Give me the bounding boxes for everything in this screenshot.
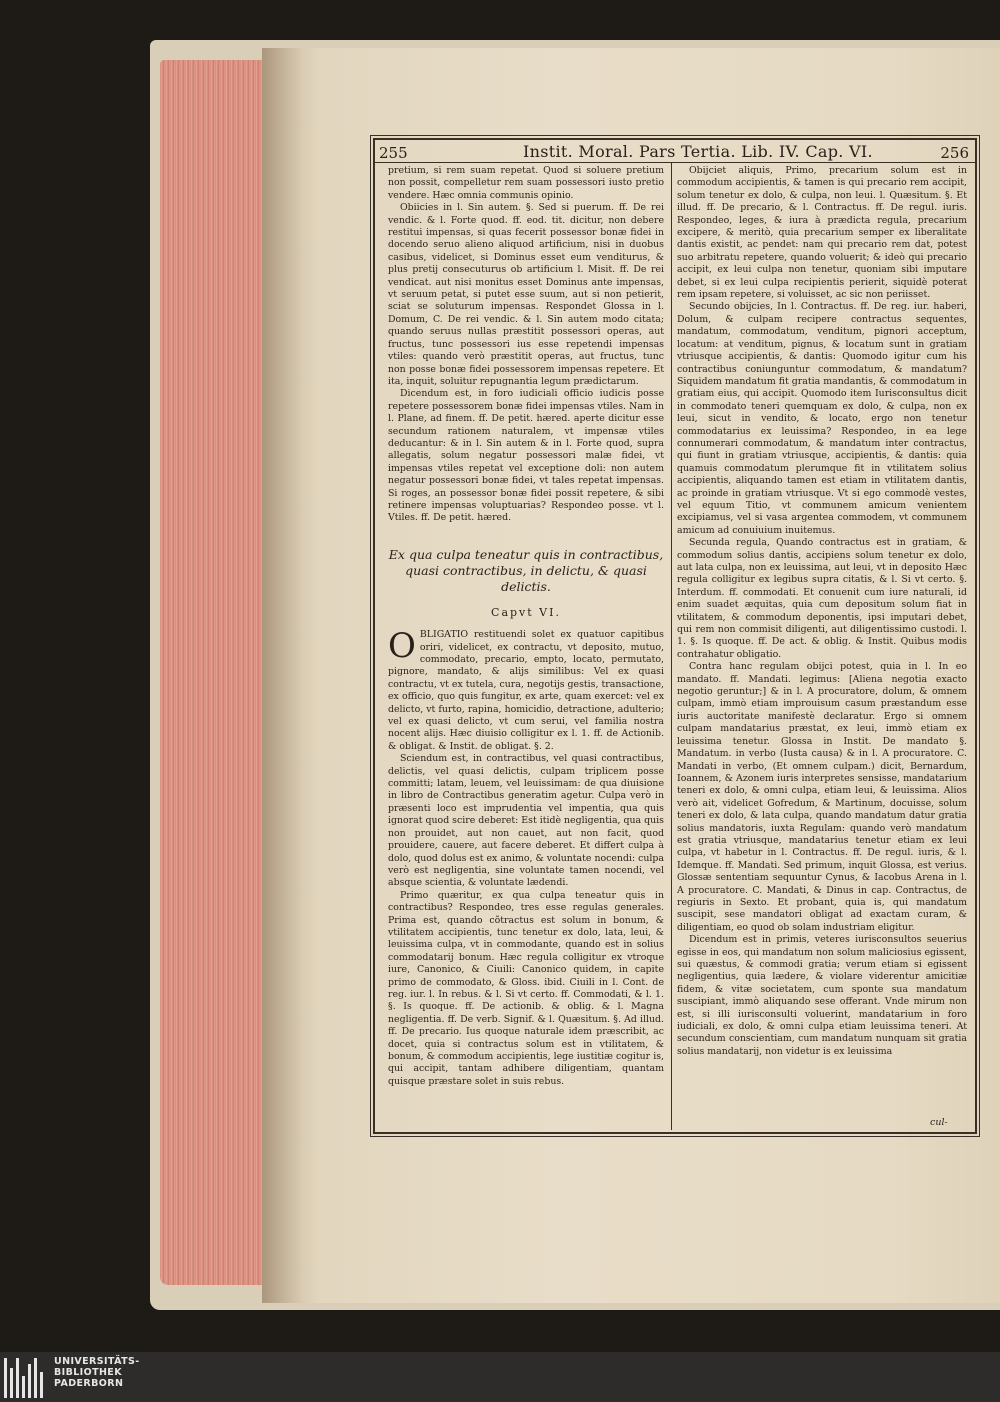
- right-paragraph: Secunda regula, Quando contractus est in gratiam, & commodum solius dantis, accipiens solum tenetur ex dolo, aut lata culpa, non ex leuissima, aut leui, vt in deposito Hæc regula colligitur ex legibus supra citatis, & l. Si vt certo. §. Interdum. ff. commodati. Et conuenit cum iure naturali, id enim suadet æquitas, quia cum depositum solum fiat in vtilitatem, & commodum deponentis, ipsi imputari debet, qui rem non commisit diligenti, aut diligentissimo custodi. l. 1. §. Is quoque. ff. De act. & oblig. & Instit. Quibus modis contrahatur obligatio.: [677, 537, 967, 660]
- running-title: Instit. Moral. Pars Tertia. Lib. IV. Cap. VI.: [523, 142, 873, 161]
- chapter-paragraph: Sciendum est, in contractibus, vel quasi contractibus, delictis, vel quasi delictis, culpam triplicem posse committi; latam, leuem, vel leuissimam: de qua diuisione in libro de Contractibus generatim agetur. Culpa verò in præsenti loco est imprudentia vel impentia, qua quis ignorat quod scire deberet: Est itidè negligentia, qua quis non prouidet, aut non cauet, aut non facit, quod prouidere, cauere, aut facere deberet. Et differt culpa à dolo, quod dolus est ex animo, & voluntate nocendi: culpa verò est negligentia, sine voluntate tamen nocendi, vel absque scientia, & voluntate lædendi.: [388, 753, 664, 889]
- page-edges: [160, 60, 270, 1285]
- page-number-left: 255: [379, 144, 408, 162]
- right-column: [677, 165, 967, 1058]
- library-logo-icon: [4, 1356, 48, 1398]
- left-paragraph: Obiicies in l. Sin autem. §. Sed si puerum. ff. De rei vendic. & l. Forte quod. ff. eod. tit. dicitur, non debere restitui impensas, si quas fecerit possessor bonæ fidei in docendo seruo alieno aliquod artificium, nisi in duobus casibus, videlicet, si Dominus esset eum venditurus, & plus pretij consecuturus ob artificium l. Misit. ff. De rei vendicat. aut nisi monitus esset Dominus ante impensas, vt seruum petat, si putet esse suum, aut si non petierit, sciat se soluturum impensas. Respondet Glossa in l. Domum, C. De rei vendic. & l. Sin autem modo citata; quando seruus nullas præstitit possessori operas, aut fructus, tunc possessori ius esse repetendi impensas vtiles: quando verò præstitit operas, aut fructus, tunc non posse bonæ fidei possessorem impensas repetere. Et ita, inquit, soluitur repugnantia legum prædictarum.: [388, 202, 664, 387]
- header-rule: [375, 162, 977, 163]
- catchword: cul-: [930, 1117, 948, 1128]
- page-number-right: 256: [940, 144, 969, 162]
- chapter-first-text: BLIGATIO restituendi solet ex quatuor capitibus oriri, videlicet, ex contractu, vt deposito, mutuo, commodato, precario, empto, locato, permutato, pignore, mandato, & alijs similibus: Vel ex quasi contractu, vt ex tutela, cura, negotijs gestis, transactione, ex officio, quo quis fungitur, ex arte, quam exercet: vel ex delicto, vt furto, rapina, homicidio, detractione, adulterio; vel ex quasi delicto, vt cum serui, vel familia nostra nocent alijs. Hæc diuisio colligitur ex l. 1. ff. de Actionib. & obligat. & Instit. de obligat. §. 2.: [388, 629, 664, 752]
- chapter-title: Ex qua culpa teneatur quis in contractibus, quasi contractibus, in delictu, & quasi delictis.: [388, 546, 664, 594]
- drop-cap: O: [388, 626, 416, 667]
- chapter-label: Capvt VI.: [491, 605, 561, 619]
- right-paragraph: Contra hanc regulam obijci potest, quia in l. In eo mandato. ff. Mandati. legimus: [Aliena negotia exacto negotio geruntur;] & in l. A procuratore, dolum, & omnem culpam, immò etiam improuisum casum præstandum esse iuris auctoritate manifestè declaratur. Ergo si omnem culpam mandatarius præstat, ex leui, immò etiam ex leuissima tenetur. Glossa in Instit. De mandato §. Mandatum. in verbo (Iusta causa) & in l. A procuratore. C. Mandati in verbo, (Et omnem culpam.) dicit, Bernardum, Ioannem, & Azonem iuris interpretes sensisse, mandatarium teneri ex dolo, & omni culpa, etiam leui, & leuissima. Alios verò ait, videlicet Gofredum, & Martinum, docuisse, solum teneri ex dolo, & lata culpa, quando mandatum datur gratia solius mandatoris, iuxta Regulam: quando verò mandatum est gratia vtriusque, mandatarius tenetur etiam ex leui culpa, vt habetur in l. Contractus. ff. De regul. iuris, & l. Idemque. ff. Mandati. Sed primum, inquit Glossa, est verius. Glossæ sententiam sequuntur Cynus, & Iacobus Arena in l. A procuratore. C. Mandati, & Dinus in cap. Contractus, de regiuris in Sexto. Et probant, quia is, qui mandatum suscipit, sese mandatori obligat ad exactam curam, & diligentiam, eo quod ob solam industriam eligitur.: [677, 661, 967, 933]
- library-name-line: UNIVERSITÄTS-: [54, 1356, 140, 1367]
- right-paragraph: Secundo obijcies, In l. Contractus. ff. De reg. iur. haberi, Dolum, & culpam recipere contractus sequentes, mandatum, commodatum, venditum, pignori acceptum, locatum: at venditum, pignus, & locatum sunt in gratiam vtriusque accipientis, & dantis: Quomodo igitur cum his contractibus coniunguntur commodatum, & mandatum? Siquidem mandatum fit gratia mandantis, & commodatum in gratiam eius, qui accipit. Quomodo item Iurisconsultus dicit in commodato teneri quemquam ex dolo, & culpa, non ex leui, sicut in vendito, & locato, ergo non tenetur commodatarius ex leuissima? Respondeo, in ea lege connumerari commodatum, & mandatum inter contractus, qui fiunt in gratiam vtriusque, accipientis, & dantis: quia quamuis commodatum plerumque fit in vtilitatem solius accipientis, aliquando tamen est etiam in vtilitatem dantis, ac proinde in gratiam vtriusque. Vt si ego commodè vestes, vel equum Titio, vt communem amicum venientem excipiamus, vel si vasa argentea commodem, vt communem amicum ad conuiuium inuitemus.: [677, 301, 967, 536]
- left-paragraph: Dicendum est, in foro iudiciali officio iudicis posse repetere possessorem bonæ fidei impensas vtiles. Nam in l. Plane, ad finem. ff. De petit. hæred. aperte dicitur esse secundum rationem naturalem, vt impensæ vtiles deducantur: & in l. Sin autem & in l. Forte quod, supra allegatis, solum negatur possessori malæ fidei, vt impensas vtiles repetat vel exceptione doli: non autem negatur possessori bonæ fidei, vt tales repetat impensas. Si roges, an possessor bonæ fidei possit repetere, & sibi retinere impensas voluptuarias? Respondeo posse. vt l. Vtiles. ff. De petit. hæred.: [388, 388, 664, 524]
- right-paragraph: Dicendum est in primis, veteres iurisconsultos seuerius egisse in eos, qui mandatum non solum maliciosius egissent, sui quæstus, & commodi gratia; verum etiam si egissent negligentius, quia lædere, & violare viderentur amicitiæ fidem, & vitæ societatem, cum sponte sua mandatum suscipiant, immò aliquando sese offerant. Vnde mirum non est, si illi iurisconsulti voluerint, mandatarium in foro iudiciali, ex dolo, & omni culpa etiam leuissima teneri. At secundum conscientiam, cum mandatum nunquam sit gratia solius mandatarij, non videtur is ex leuissima: [677, 934, 967, 1057]
- library-name: [54, 1356, 140, 1389]
- column-divider: [671, 162, 672, 1130]
- chapter-paragraph: Primo quæritur, ex qua culpa teneatur quis in contractibus? Respondeo, tres esse regulas generales. Prima est, quando cõtractus est solum in bonum, & vtilitatem accipientis, tunc tenetur ex dolo, lata, leui, & leuissima culpa, vt in commodante, quando est in solius commodatarij bonum. Hæc regula colligitur ex vtroque iure, Canonico, & Ciuili: Canonico quidem, in capite primo de commodato, & Gloss. ibid. Ciuili in l. Cont. de reg. iur. l. In rebus. & l. Si vt certo. ff. Commodati, & l. 1. §. Is quoque. ff. De actionib. & oblig. & l. Magna negligentia. ff. De verb. Signif. & l. Quæsitum. §. Ad illud. ff. De precario. Ius quoque naturale idem præscribit, ac docet, quia si contractus solum est in vtilitatem, & bonum, & commodum accipientis, lege iustitiæ cogitur is, qui accipit, tantam adhibere diligentiam, quantam quisque præstare solet in suis rebus.: [388, 889, 664, 1087]
- left-paragraph: pretium, si rem suam repetat. Quod si soluere pretium non possit, compelletur rem suam possessori iusto pretio vendere. Hæc omnia communis opinio.: [388, 165, 664, 201]
- page-gutter: [262, 48, 302, 1303]
- library-name-line: BIBLIOTHEK: [54, 1367, 122, 1378]
- left-column: [388, 165, 664, 1088]
- running-header: [373, 142, 977, 164]
- footer-bar: [0, 1352, 1000, 1402]
- chapter-opening: [388, 626, 664, 753]
- right-paragraph: Obijciet aliquis, Primo, precarium solum est in commodum accipientis, & tamen is qui precario rem accipit, solum tenetur ex dolo, & culpa, non leui. l. Quæsitum. §. Et illud. ff. De precario, & l. Contractus. ff. De regul. iuris. Respondeo, leges, & iura à prædicta regula, precarium excipere, & meritò, quia precarium semper ex liberalitate dantis existit, ac pendet: nam qui precario rem dat, potest suo arbitratu repetere, quando voluerit; & ideò qui precario accipit, ex leui culpa non tenetur, quoniam sibi imputare debet, si ex leui culpa recipientis perierit, siquidè poterat rem ipsam repetere, si voluisset, ac sic non periisset.: [677, 165, 967, 301]
- library-name-line: PADERBORN: [54, 1378, 124, 1389]
